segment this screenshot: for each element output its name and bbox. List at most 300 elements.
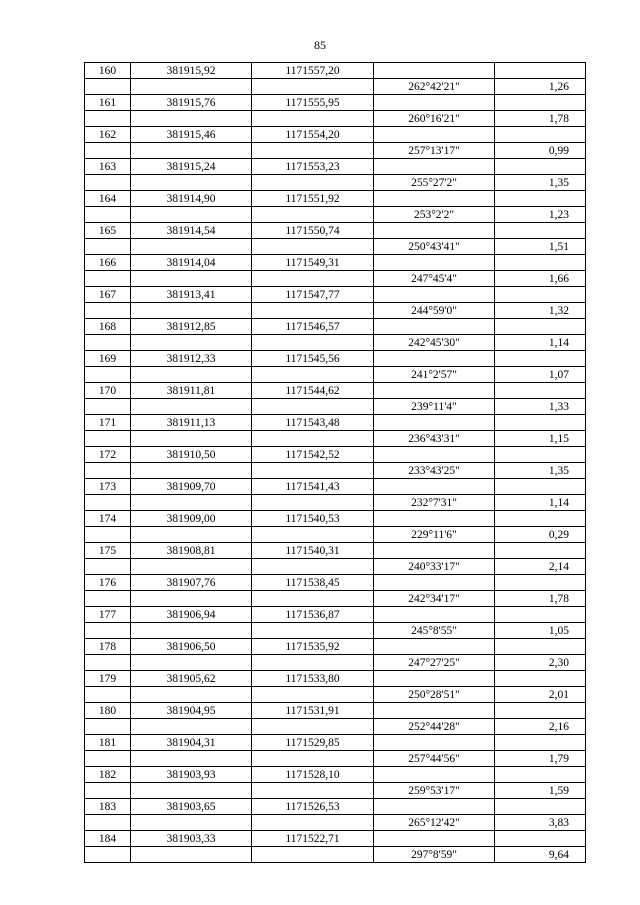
- y-coordinate-cell: 1171526,53: [252, 799, 374, 815]
- x-coordinate-cell: 381903,33: [131, 831, 252, 847]
- empty-cell: [131, 431, 252, 447]
- empty-cell: [131, 751, 252, 767]
- empty-cell: [131, 303, 252, 319]
- point-row: [85, 191, 586, 207]
- empty-cell: [374, 447, 495, 463]
- segment-row: [85, 207, 586, 223]
- x-coordinate-cell: 381906,94: [131, 607, 252, 623]
- segment-length-cell: 0,29: [495, 527, 586, 543]
- empty-cell: [252, 623, 374, 639]
- coordinates-table: [84, 62, 586, 863]
- empty-cell: [374, 607, 495, 623]
- segment-row: [85, 655, 586, 671]
- x-coordinate-cell: 381904,31: [131, 735, 252, 751]
- point-number-cell: 162: [85, 127, 131, 143]
- x-coordinate-cell: 381905,62: [131, 671, 252, 687]
- point-row: [85, 447, 586, 463]
- y-coordinate-cell: 1171554,20: [252, 127, 374, 143]
- empty-cell: [252, 495, 374, 511]
- empty-cell: [495, 319, 586, 335]
- segment-length-cell: 3,83: [495, 815, 586, 831]
- empty-cell: [85, 79, 131, 95]
- direction-angle-cell: 253°2'2": [374, 207, 495, 223]
- y-coordinate-cell: 1171535,92: [252, 639, 374, 655]
- point-row: [85, 223, 586, 239]
- point-number-cell: 173: [85, 479, 131, 495]
- segment-row: [85, 111, 586, 127]
- empty-cell: [252, 239, 374, 255]
- direction-angle-cell: 255°27'2": [374, 175, 495, 191]
- point-number-cell: 169: [85, 351, 131, 367]
- segment-row: [85, 367, 586, 383]
- empty-cell: [374, 831, 495, 847]
- empty-cell: [131, 175, 252, 191]
- empty-cell: [85, 623, 131, 639]
- segment-row: [85, 239, 586, 255]
- empty-cell: [252, 751, 374, 767]
- segment-row: [85, 271, 586, 287]
- direction-angle-cell: 257°13'17": [374, 143, 495, 159]
- x-coordinate-cell: 381909,00: [131, 511, 252, 527]
- x-coordinate-cell: 381914,90: [131, 191, 252, 207]
- empty-cell: [374, 159, 495, 175]
- direction-angle-cell: 259°53'17": [374, 783, 495, 799]
- empty-cell: [131, 79, 252, 95]
- empty-cell: [85, 495, 131, 511]
- point-number-cell: 177: [85, 607, 131, 623]
- empty-cell: [374, 63, 495, 79]
- empty-cell: [85, 463, 131, 479]
- segment-row: [85, 79, 586, 95]
- x-coordinate-cell: 381915,24: [131, 159, 252, 175]
- point-number-cell: 181: [85, 735, 131, 751]
- point-number-cell: 184: [85, 831, 131, 847]
- empty-cell: [252, 527, 374, 543]
- empty-cell: [252, 687, 374, 703]
- empty-cell: [374, 575, 495, 591]
- y-coordinate-cell: 1171551,92: [252, 191, 374, 207]
- segment-row: [85, 623, 586, 639]
- empty-cell: [495, 63, 586, 79]
- empty-cell: [131, 111, 252, 127]
- x-coordinate-cell: 381913,41: [131, 287, 252, 303]
- segment-row: [85, 687, 586, 703]
- empty-cell: [495, 799, 586, 815]
- empty-cell: [131, 143, 252, 159]
- y-coordinate-cell: 1171540,31: [252, 543, 374, 559]
- empty-cell: [85, 271, 131, 287]
- empty-cell: [374, 351, 495, 367]
- x-coordinate-cell: 381915,76: [131, 95, 252, 111]
- direction-angle-cell: 252°44'28": [374, 719, 495, 735]
- point-row: [85, 95, 586, 111]
- segment-row: [85, 431, 586, 447]
- x-coordinate-cell: 381915,46: [131, 127, 252, 143]
- y-coordinate-cell: 1171550,74: [252, 223, 374, 239]
- segment-length-cell: 1,14: [495, 495, 586, 511]
- segment-length-cell: 0,99: [495, 143, 586, 159]
- segment-length-cell: 1,05: [495, 623, 586, 639]
- point-number-cell: 160: [85, 63, 131, 79]
- empty-cell: [131, 591, 252, 607]
- coordinates-table-body: [85, 63, 586, 863]
- segment-row: [85, 175, 586, 191]
- y-coordinate-cell: 1171542,52: [252, 447, 374, 463]
- empty-cell: [252, 271, 374, 287]
- empty-cell: [252, 303, 374, 319]
- point-row: [85, 127, 586, 143]
- empty-cell: [252, 207, 374, 223]
- segment-length-cell: 1,07: [495, 367, 586, 383]
- empty-cell: [85, 143, 131, 159]
- segment-row: [85, 463, 586, 479]
- direction-angle-cell: 247°27'25": [374, 655, 495, 671]
- empty-cell: [85, 239, 131, 255]
- segment-row: [85, 559, 586, 575]
- empty-cell: [131, 207, 252, 223]
- direction-angle-cell: 250°28'51": [374, 687, 495, 703]
- x-coordinate-cell: 381907,76: [131, 575, 252, 591]
- point-row: [85, 287, 586, 303]
- direction-angle-cell: 250°43'41": [374, 239, 495, 255]
- point-row: [85, 799, 586, 815]
- x-coordinate-cell: 381912,33: [131, 351, 252, 367]
- point-number-cell: 165: [85, 223, 131, 239]
- empty-cell: [131, 623, 252, 639]
- y-coordinate-cell: 1171522,71: [252, 831, 374, 847]
- x-coordinate-cell: 381903,65: [131, 799, 252, 815]
- empty-cell: [495, 735, 586, 751]
- point-number-cell: 163: [85, 159, 131, 175]
- empty-cell: [374, 735, 495, 751]
- segment-row: [85, 335, 586, 351]
- empty-cell: [85, 559, 131, 575]
- empty-cell: [131, 527, 252, 543]
- empty-cell: [495, 767, 586, 783]
- empty-cell: [252, 655, 374, 671]
- empty-cell: [85, 527, 131, 543]
- empty-cell: [495, 191, 586, 207]
- empty-cell: [374, 287, 495, 303]
- empty-cell: [374, 671, 495, 687]
- point-row: [85, 351, 586, 367]
- page-number: 85: [314, 38, 326, 52]
- empty-cell: [252, 559, 374, 575]
- x-coordinate-cell: 381912,85: [131, 319, 252, 335]
- empty-cell: [252, 783, 374, 799]
- empty-cell: [252, 847, 374, 863]
- empty-cell: [252, 79, 374, 95]
- empty-cell: [495, 671, 586, 687]
- y-coordinate-cell: 1171545,56: [252, 351, 374, 367]
- x-coordinate-cell: 381915,92: [131, 63, 252, 79]
- empty-cell: [495, 159, 586, 175]
- segment-length-cell: 1,26: [495, 79, 586, 95]
- segment-length-cell: 2,01: [495, 687, 586, 703]
- empty-cell: [374, 799, 495, 815]
- empty-cell: [131, 559, 252, 575]
- direction-angle-cell: 239°11'4": [374, 399, 495, 415]
- direction-angle-cell: 262°42'21": [374, 79, 495, 95]
- direction-angle-cell: 229°11'6": [374, 527, 495, 543]
- direction-angle-cell: 233°43'25": [374, 463, 495, 479]
- point-row: [85, 255, 586, 271]
- point-number-cell: 171: [85, 415, 131, 431]
- y-coordinate-cell: 1171536,87: [252, 607, 374, 623]
- segment-length-cell: 1,78: [495, 591, 586, 607]
- empty-cell: [495, 415, 586, 431]
- empty-cell: [85, 815, 131, 831]
- empty-cell: [495, 511, 586, 527]
- empty-cell: [252, 111, 374, 127]
- empty-cell: [374, 383, 495, 399]
- segment-length-cell: 1,35: [495, 463, 586, 479]
- empty-cell: [495, 255, 586, 271]
- segment-length-cell: 1,23: [495, 207, 586, 223]
- direction-angle-cell: 242°45'30": [374, 335, 495, 351]
- point-row: [85, 671, 586, 687]
- point-row: [85, 479, 586, 495]
- empty-cell: [85, 431, 131, 447]
- empty-cell: [252, 143, 374, 159]
- segment-row: [85, 847, 586, 863]
- x-coordinate-cell: 381903,93: [131, 767, 252, 783]
- empty-cell: [374, 479, 495, 495]
- empty-cell: [252, 431, 374, 447]
- empty-cell: [374, 127, 495, 143]
- empty-cell: [495, 831, 586, 847]
- segment-length-cell: 1,33: [495, 399, 586, 415]
- x-coordinate-cell: 381906,50: [131, 639, 252, 655]
- point-row: [85, 543, 586, 559]
- empty-cell: [252, 399, 374, 415]
- empty-cell: [131, 719, 252, 735]
- point-number-cell: 167: [85, 287, 131, 303]
- direction-angle-cell: 240°33'17": [374, 559, 495, 575]
- x-coordinate-cell: 381914,54: [131, 223, 252, 239]
- point-number-cell: 179: [85, 671, 131, 687]
- direction-angle-cell: 242°34'17": [374, 591, 495, 607]
- segment-row: [85, 303, 586, 319]
- direction-angle-cell: 244°59'0": [374, 303, 495, 319]
- empty-cell: [374, 415, 495, 431]
- segment-length-cell: 1,78: [495, 111, 586, 127]
- empty-cell: [374, 703, 495, 719]
- empty-cell: [85, 335, 131, 351]
- empty-cell: [131, 239, 252, 255]
- empty-cell: [495, 95, 586, 111]
- point-row: [85, 575, 586, 591]
- empty-cell: [85, 591, 131, 607]
- point-row: [85, 703, 586, 719]
- segment-length-cell: 9,64: [495, 847, 586, 863]
- direction-angle-cell: 232°7'31": [374, 495, 495, 511]
- x-coordinate-cell: 381914,04: [131, 255, 252, 271]
- empty-cell: [252, 335, 374, 351]
- direction-angle-cell: 236°43'31": [374, 431, 495, 447]
- segment-row: [85, 143, 586, 159]
- direction-angle-cell: 247°45'4": [374, 271, 495, 287]
- empty-cell: [131, 335, 252, 351]
- empty-cell: [85, 367, 131, 383]
- segment-length-cell: 1,35: [495, 175, 586, 191]
- y-coordinate-cell: 1171531,91: [252, 703, 374, 719]
- point-number-cell: 170: [85, 383, 131, 399]
- x-coordinate-cell: 381909,70: [131, 479, 252, 495]
- point-row: [85, 159, 586, 175]
- empty-cell: [85, 687, 131, 703]
- empty-cell: [495, 223, 586, 239]
- point-row: [85, 63, 586, 79]
- x-coordinate-cell: 381908,81: [131, 543, 252, 559]
- y-coordinate-cell: 1171553,23: [252, 159, 374, 175]
- empty-cell: [495, 639, 586, 655]
- direction-angle-cell: 245°8'55": [374, 623, 495, 639]
- direction-angle-cell: 265°12'42": [374, 815, 495, 831]
- x-coordinate-cell: 381904,95: [131, 703, 252, 719]
- empty-cell: [85, 783, 131, 799]
- point-number-cell: 183: [85, 799, 131, 815]
- empty-cell: [131, 783, 252, 799]
- segment-length-cell: 1,66: [495, 271, 586, 287]
- y-coordinate-cell: 1171549,31: [252, 255, 374, 271]
- empty-cell: [495, 351, 586, 367]
- point-row: [85, 767, 586, 783]
- segment-length-cell: 2,14: [495, 559, 586, 575]
- empty-cell: [374, 95, 495, 111]
- empty-cell: [85, 111, 131, 127]
- empty-cell: [252, 175, 374, 191]
- empty-cell: [495, 479, 586, 495]
- segment-length-cell: 1,51: [495, 239, 586, 255]
- segment-length-cell: 1,79: [495, 751, 586, 767]
- x-coordinate-cell: 381911,81: [131, 383, 252, 399]
- segment-length-cell: 1,14: [495, 335, 586, 351]
- y-coordinate-cell: 1171533,80: [252, 671, 374, 687]
- segment-length-cell: 1,32: [495, 303, 586, 319]
- segment-row: [85, 399, 586, 415]
- empty-cell: [252, 591, 374, 607]
- empty-cell: [252, 367, 374, 383]
- empty-cell: [85, 719, 131, 735]
- empty-cell: [85, 175, 131, 191]
- direction-angle-cell: 260°16'21": [374, 111, 495, 127]
- point-number-cell: 168: [85, 319, 131, 335]
- point-row: [85, 415, 586, 431]
- direction-angle-cell: 257°44'56": [374, 751, 495, 767]
- point-row: [85, 319, 586, 335]
- segment-length-cell: 1,15: [495, 431, 586, 447]
- empty-cell: [495, 127, 586, 143]
- empty-cell: [495, 703, 586, 719]
- empty-cell: [495, 543, 586, 559]
- x-coordinate-cell: 381911,13: [131, 415, 252, 431]
- empty-cell: [85, 655, 131, 671]
- point-row: [85, 831, 586, 847]
- empty-cell: [85, 751, 131, 767]
- point-number-cell: 164: [85, 191, 131, 207]
- empty-cell: [495, 447, 586, 463]
- point-number-cell: 180: [85, 703, 131, 719]
- empty-cell: [131, 655, 252, 671]
- point-row: [85, 735, 586, 751]
- empty-cell: [374, 543, 495, 559]
- segment-row: [85, 815, 586, 831]
- segment-row: [85, 783, 586, 799]
- empty-cell: [374, 191, 495, 207]
- empty-cell: [252, 463, 374, 479]
- empty-cell: [131, 687, 252, 703]
- empty-cell: [131, 847, 252, 863]
- segment-row: [85, 751, 586, 767]
- y-coordinate-cell: 1171528,10: [252, 767, 374, 783]
- y-coordinate-cell: 1171555,95: [252, 95, 374, 111]
- y-coordinate-cell: 1171546,57: [252, 319, 374, 335]
- y-coordinate-cell: 1171557,20: [252, 63, 374, 79]
- empty-cell: [252, 719, 374, 735]
- y-coordinate-cell: 1171538,45: [252, 575, 374, 591]
- empty-cell: [374, 639, 495, 655]
- point-number-cell: 182: [85, 767, 131, 783]
- empty-cell: [252, 815, 374, 831]
- empty-cell: [374, 511, 495, 527]
- direction-angle-cell: 241°2'57": [374, 367, 495, 383]
- point-number-cell: 166: [85, 255, 131, 271]
- empty-cell: [131, 815, 252, 831]
- y-coordinate-cell: 1171543,48: [252, 415, 374, 431]
- segment-row: [85, 495, 586, 511]
- segment-length-cell: 1,59: [495, 783, 586, 799]
- point-row: [85, 607, 586, 623]
- empty-cell: [374, 319, 495, 335]
- point-number-cell: 175: [85, 543, 131, 559]
- empty-cell: [495, 607, 586, 623]
- point-number-cell: 174: [85, 511, 131, 527]
- empty-cell: [131, 399, 252, 415]
- x-coordinate-cell: 381910,50: [131, 447, 252, 463]
- empty-cell: [85, 399, 131, 415]
- empty-cell: [131, 367, 252, 383]
- empty-cell: [495, 287, 586, 303]
- empty-cell: [495, 575, 586, 591]
- segment-row: [85, 527, 586, 543]
- y-coordinate-cell: 1171541,43: [252, 479, 374, 495]
- y-coordinate-cell: 1171529,85: [252, 735, 374, 751]
- empty-cell: [85, 207, 131, 223]
- point-number-cell: 172: [85, 447, 131, 463]
- empty-cell: [131, 463, 252, 479]
- point-number-cell: 176: [85, 575, 131, 591]
- y-coordinate-cell: 1171544,62: [252, 383, 374, 399]
- point-row: [85, 639, 586, 655]
- y-coordinate-cell: 1171540,53: [252, 511, 374, 527]
- segment-row: [85, 719, 586, 735]
- empty-cell: [374, 223, 495, 239]
- point-row: [85, 383, 586, 399]
- empty-cell: [374, 767, 495, 783]
- y-coordinate-cell: 1171547,77: [252, 287, 374, 303]
- empty-cell: [131, 271, 252, 287]
- segment-length-cell: 2,16: [495, 719, 586, 735]
- point-number-cell: 161: [85, 95, 131, 111]
- empty-cell: [85, 303, 131, 319]
- empty-cell: [374, 255, 495, 271]
- empty-cell: [495, 383, 586, 399]
- point-row: [85, 511, 586, 527]
- direction-angle-cell: 297°8'59": [374, 847, 495, 863]
- empty-cell: [85, 847, 131, 863]
- segment-length-cell: 2,30: [495, 655, 586, 671]
